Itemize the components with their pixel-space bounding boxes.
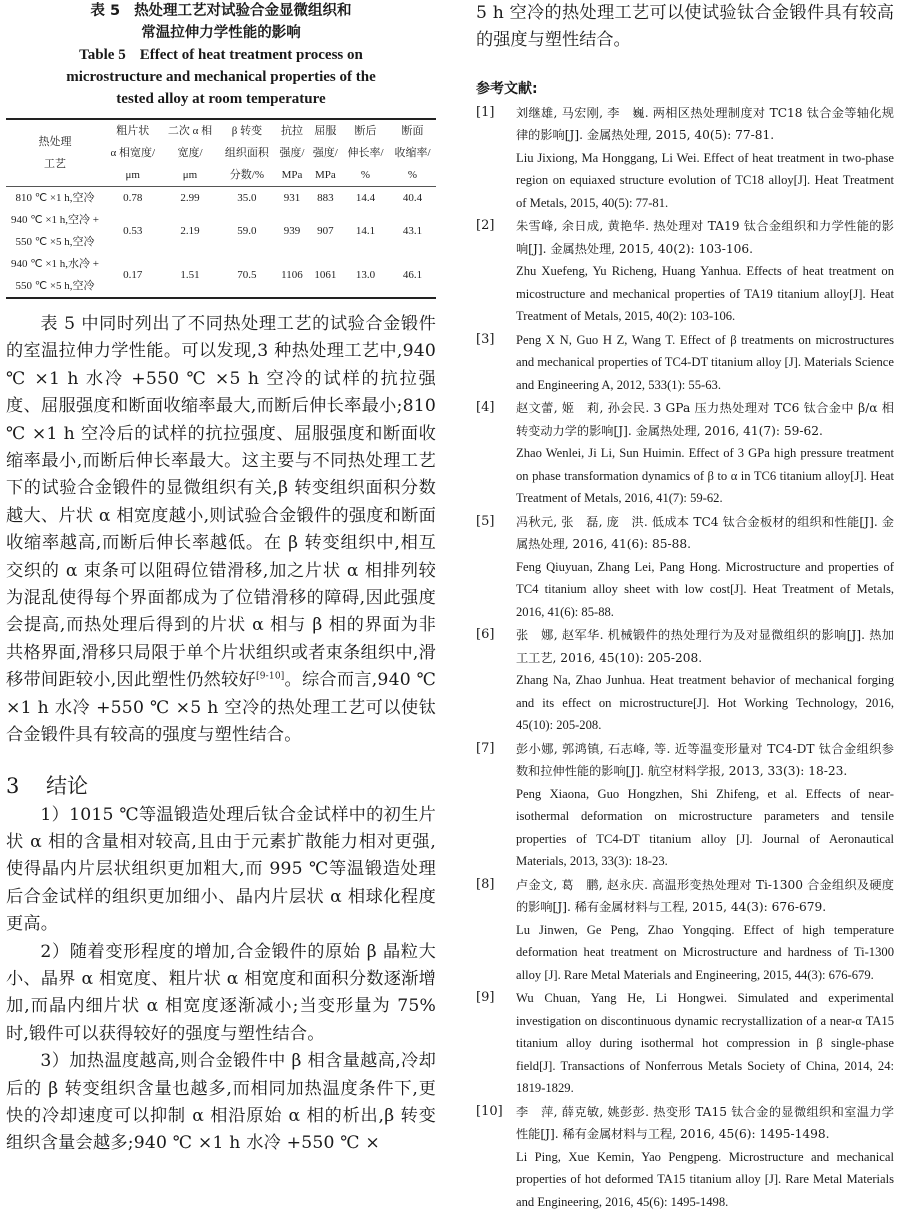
header-line: 二次 α 相 [167, 125, 213, 137]
value-cell: 0.78 [123, 192, 143, 204]
value-cell: 0.17 [104, 253, 161, 298]
process-line: 810 ℃ ×1 h,空冷 [15, 192, 95, 204]
section-number: 3 [6, 773, 20, 798]
value-cell: 59.0 [237, 225, 257, 237]
header-line: 粗片状 [116, 125, 150, 137]
citation-link[interactable]: [9-10] [256, 671, 285, 682]
reference-number: [2] [476, 218, 495, 234]
header-line: β 转变 [231, 125, 263, 137]
value-cell: 14.1 [355, 225, 376, 237]
reference-en: Zhang Na, Zhao Junhua. Heat treatment behavior of mechanical forging and its effect on microstructure[J]. Hot Working Technology, 2016, 45(10): 205-208. [516, 673, 894, 733]
table-row [6, 253, 436, 298]
value-cell: 70.5 [219, 253, 276, 298]
reference-zh: 卢金文, 葛 鹏, 赵永庆. 高温形变热处理对 Ti-1300 合金组织及硬度的影响[J]. 稀有金属材料与工程, 2015, 44(3): 676-679. [516, 877, 894, 915]
header-line: MPa [281, 169, 303, 181]
table-caption-zh-number: 表 5 [90, 3, 121, 19]
table-row [6, 187, 436, 210]
header-line: 收缩率/ [394, 147, 431, 159]
value-cell: 35.0 [237, 192, 257, 204]
reference-en: Zhao Wenlei, Ji Li, Sun Huimin. Effect of 3 GPa high pressure treatment on phase transformation dynamics of β to α in TC6 titanium alloy[J]. Heat Treatment of Metals, 2016, 41(7): 59-62. [516, 446, 894, 506]
process-line: 940 ℃ ×1 h,空冷 + [10, 214, 99, 226]
reference-en: Wu Chuan, Yang He, Li Hongwei. Simulated and experimental investigation on discontinuous dynamic recrystallization of a near-α TA15 titanium alloy during isothermal hot compression in β single-phase field[J]. Transactions of Nonferrous Metals Society of China, 2014, 24: 1819-1829. [516, 991, 894, 1096]
header-line: 分数/% [229, 169, 265, 181]
header-line: 抗拉 [280, 125, 303, 137]
header-line: 宽度/ [177, 147, 203, 159]
header-line: 强度/ [279, 147, 305, 159]
table-caption-en-line1: Effect of heat treatment process on [139, 47, 363, 63]
reference-number: [8] [476, 876, 495, 892]
reference-number: [6] [476, 627, 495, 643]
value-cell: 2.19 [180, 225, 200, 237]
table-caption-en-line2: microstructure and mechanical properties of the [66, 69, 376, 85]
process-line: 550 ℃ ×5 h,空冷 [15, 236, 95, 248]
reference-zh: 李 萍, 薛克敏, 姚彭彭. 热变形 TA15 钛合金的显微组织和室温力学性能[J]. 稀有金属材料与工程, 2016, 45(6): 1495-1498. [516, 1104, 894, 1142]
header-line: MPa [314, 169, 336, 181]
reference-item [476, 987, 894, 1100]
reference-number: [7] [476, 740, 495, 756]
header-line: 热处理 [38, 136, 72, 148]
header-line: μm [125, 169, 140, 181]
table-caption-zh [6, 0, 436, 22]
reference-item [476, 624, 894, 737]
value-cell: 1106 [275, 253, 308, 298]
header-line: 组织面积 [224, 147, 269, 159]
reference-en: Li Ping, Xue Kemin, Yao Pengpeng. Microstructure and mechanical properties of hot deformed TA15 titanium alloy [J]. Rare Metal Materials and Engineering, 2016, 45(6): 1495-1498. [516, 1149, 894, 1209]
body-paragraph [6, 311, 436, 750]
conclusion-continuation: 5 h 空冷的热处理工艺可以使试验钛合金锻件具有较高的强度与塑性结合。 [476, 3, 894, 51]
header-line: 伸长率/ [347, 147, 384, 159]
reference-item [476, 874, 894, 987]
process-cell [6, 209, 104, 253]
table-header-cell [389, 119, 436, 187]
reference-zh: 刘继雄, 马宏刚, 李 巍. 两相区热处理制度对 TC18 钛合金等轴化规律的影响[J]. 金属热处理, 2015, 40(5): 77-81. [516, 105, 894, 143]
reference-en: Feng Qiuyuan, Zhang Lei, Pang Hong. Microstructure and properties of TC4 titanium alloy sheet with low cost[J]. Heat Treatment of Metals, 2016, 41(6): 85-88. [516, 559, 894, 619]
header-line: 工艺 [44, 158, 66, 170]
header-line: 屈服 [314, 125, 337, 137]
value-cell: 907 [317, 225, 334, 237]
reference-item [476, 215, 894, 328]
table-caption-en-number: Table 5 [79, 47, 126, 63]
header-line: % [407, 169, 418, 181]
reference-zh: 朱雪峰, 余日成, 黄艳华. 热处理对 TA19 钛合金组织和力学性能的影响[J]. 金属热处理, 2015, 40(2): 103-106. [516, 219, 894, 256]
reference-en: Liu Jixiong, Ma Honggang, Li Wei. Effect of heat treatment in two-phase region on equiaxed structure evolution of TC18 alloy[J]. Heat Treatment of Metals, 2015, 40(5): 77-81. [516, 150, 894, 210]
right-column [476, 0, 894, 1213]
table-header-cell [104, 119, 161, 187]
reference-en: Zhu Xuefeng, Yu Richeng, Huang Yanhua. Effects of heat treatment on micostructure and mechanical properties of TA19 titanium alloy[J]. Heat Treatment of Metals, 2015, 40(2): 103-106. [516, 264, 894, 324]
reference-item [476, 738, 894, 873]
data-table [6, 118, 436, 299]
value-cell: 14.4 [355, 192, 376, 204]
value-cell: 1061 [309, 253, 342, 298]
reference-item [476, 1101, 894, 1213]
reference-item [476, 329, 894, 397]
section-title: 结论 [46, 773, 88, 798]
header-line: 断面 [401, 125, 424, 137]
reference-list [476, 102, 894, 1213]
reference-number: [4] [476, 400, 495, 416]
value-cell: 883 [317, 192, 334, 204]
table-header-cell [342, 119, 389, 187]
table-caption-en-line3: tested alloy at room temperature [116, 91, 326, 107]
table-header-cell [309, 119, 342, 187]
value-cell: 939 [283, 225, 301, 237]
reference-zh: 冯秋元, 张 磊, 庞 洪. 低成本 TC4 钛合金板材的组织和性能[J]. 金属热处理, 2016, 41(6): 85-88. [516, 514, 894, 552]
conclusion-item-2: 2）随着变形程度的增加,合金锻件的原始 β 晶粒大小、晶界 α 相宽度、粗片状 α 相宽度和面积分数逐渐增加,而晶内细片状 α 相宽度逐渐减小;当变形量为 75% 时,锻件可以获得较好的强度与塑性结合。 [6, 941, 436, 1044]
table-header-cell [219, 119, 276, 187]
table-row [6, 209, 436, 253]
value-cell: 43.1 [402, 225, 423, 237]
conclusion-item-1: 1）1015 ℃等温锻造处理后钛合金试样中的初生片状 α 相的含量相对较高,且由于元素扩散能力相对更强,使得晶内片层状组织更加粗大,而 995 ℃等温锻造处理后合金试样的组织更加细小、晶内片层状 α 相球化程度更高。 [6, 804, 436, 935]
reference-number: [5] [476, 513, 495, 529]
header-line: 断后 [354, 125, 377, 137]
conclusion-item-3: 3）加热温度越高,则合金锻件中 β 相含量越高,冷却后的 β 转变组织含量也越多,而相同加热温度条件下,更快的冷却速度可以抑制 α 相沿原始 α 相的析出,β 转变组织含量会越多;940 ℃ ×1 h 水冷 +550 ℃ × [6, 1051, 436, 1154]
left-column [6, 0, 436, 1158]
reference-en: Peng X N, Guo H Z, Wang T. Effect of β treatments on microstructures and mechanical properties of TC4-DT titanium alloy [J]. Materials Science and Engineering A, 2012, 533(1): 55-63. [516, 332, 894, 392]
reference-number: [9] [476, 990, 495, 1006]
value-cell: 931 [283, 192, 301, 204]
reference-item [476, 102, 894, 215]
reference-item [476, 397, 894, 510]
reference-en: Lu Jinwen, Ge Peng, Zhao Yongqing. Effect of high temperature deformation heat treatment on Microstructure and hardness of Ti-1300 alloy [J]. Rare Metal Materials and Engineering, 2015, 44(3): 676-679. [516, 922, 894, 982]
table-caption-en [6, 44, 436, 66]
table-header-cell [275, 119, 308, 187]
body-paragraph-text: 表 5 中同时列出了不同热处理工艺的试验合金锻件的室温拉伸力学性能。可以发现,3 种热处理工艺中,940 ℃ ×1 h 水冷 +550 ℃ ×5 h 空冷的试样的抗拉强度、屈服强度和断面收缩率最大,而断后伸长率最小;810 ℃ ×1 h 空冷后的试样的抗拉强度、屈服强度和断面收缩率最小,而断后伸长率最大。这主要与不同热处理工艺下的试验合金锻件的显微组织有关,β 转变组织面积分数越大、片状 α 相宽度越小,则试验合金锻件的强度和断面收缩率越高,而断后伸长率越低。在 β 转变组织中,相互交织的 α 束条可以阻碍位错滑移,加之片状 α 相排列较为混乱使得每个界面都成为了位错滑移的障碍,因此强度会提高,而热处理后得到的片状 α 相与 β 相的界面为非共格界面,滑移只局限于单个片状组织或者束条组织中,滑移带间距较小,因此塑性仍然较好 [6, 314, 436, 691]
table-header-row [6, 119, 436, 187]
value-cell: 0.53 [123, 225, 143, 237]
process-line: 940 ℃ ×1 h,水冷 + [10, 258, 99, 270]
value-cell: 2.99 [180, 192, 200, 204]
reference-number: [10] [476, 1103, 503, 1119]
body-paragraph-tail: 。综合而言,940 ℃ ×1 h 水冷 +550 ℃ ×5 h 空冷的热处理工艺可以使钛合金锻件具有较高的强度与塑性结合。 [6, 670, 436, 746]
reference-number: [3] [476, 331, 495, 347]
section-heading [6, 772, 436, 800]
table-header-cell [6, 119, 104, 187]
table-caption-zh-line1: 热处理工艺对试验合金显微组织和 [134, 3, 352, 19]
references-title: 参考文献: [476, 80, 538, 97]
process-cell [6, 253, 104, 298]
reference-zh: 彭小娜, 郭鸿镇, 石志峰, 等. 近等温变形量对 TC4-DT 钛合金组织参数和拉伸性能的影响[J]. 航空材料学报, 2013, 33(3): 18-23. [516, 741, 894, 779]
value-cell: 46.1 [389, 253, 436, 298]
header-line: 强度/ [312, 147, 338, 159]
header-line: μm [182, 169, 198, 181]
reference-en: Peng Xiaona, Guo Hongzhen, Shi Zhifeng, et al. Effects of near-isothermal deformation on microstructure parameters and tensile properties of TC4-DT titanium alloy [J]. Journal of Aeronautical Materials, 2013, 33(3): 18-23. [516, 786, 894, 869]
header-line: α 相宽度/ [110, 147, 156, 159]
reference-item [476, 511, 894, 624]
reference-zh: 赵文蕾, 姬 莉, 孙会民. 3 GPa 压力热处理对 TC6 钛合金中 β/α 相转变动力学的影响[J]. 金属热处理, 2016, 41(7): 59-62. [516, 401, 894, 438]
process-cell [6, 187, 104, 210]
value-cell: 40.4 [402, 192, 423, 204]
table-caption-zh-line2: 常温拉伸力学性能的影响 [141, 25, 301, 41]
value-cell: 13.0 [342, 253, 389, 298]
table-caption [6, 0, 436, 110]
value-cell: 1.51 [161, 253, 218, 298]
table-header-cell [161, 119, 218, 187]
reference-number: [1] [476, 104, 495, 120]
header-line: % [360, 169, 371, 181]
reference-zh: 张 娜, 赵军华. 机械锻件的热处理行为及对显微组织的影响[J]. 热加工工艺, 2016, 45(10): 205-208. [516, 628, 894, 665]
process-line: 550 ℃ ×5 h,空冷 [15, 280, 95, 292]
